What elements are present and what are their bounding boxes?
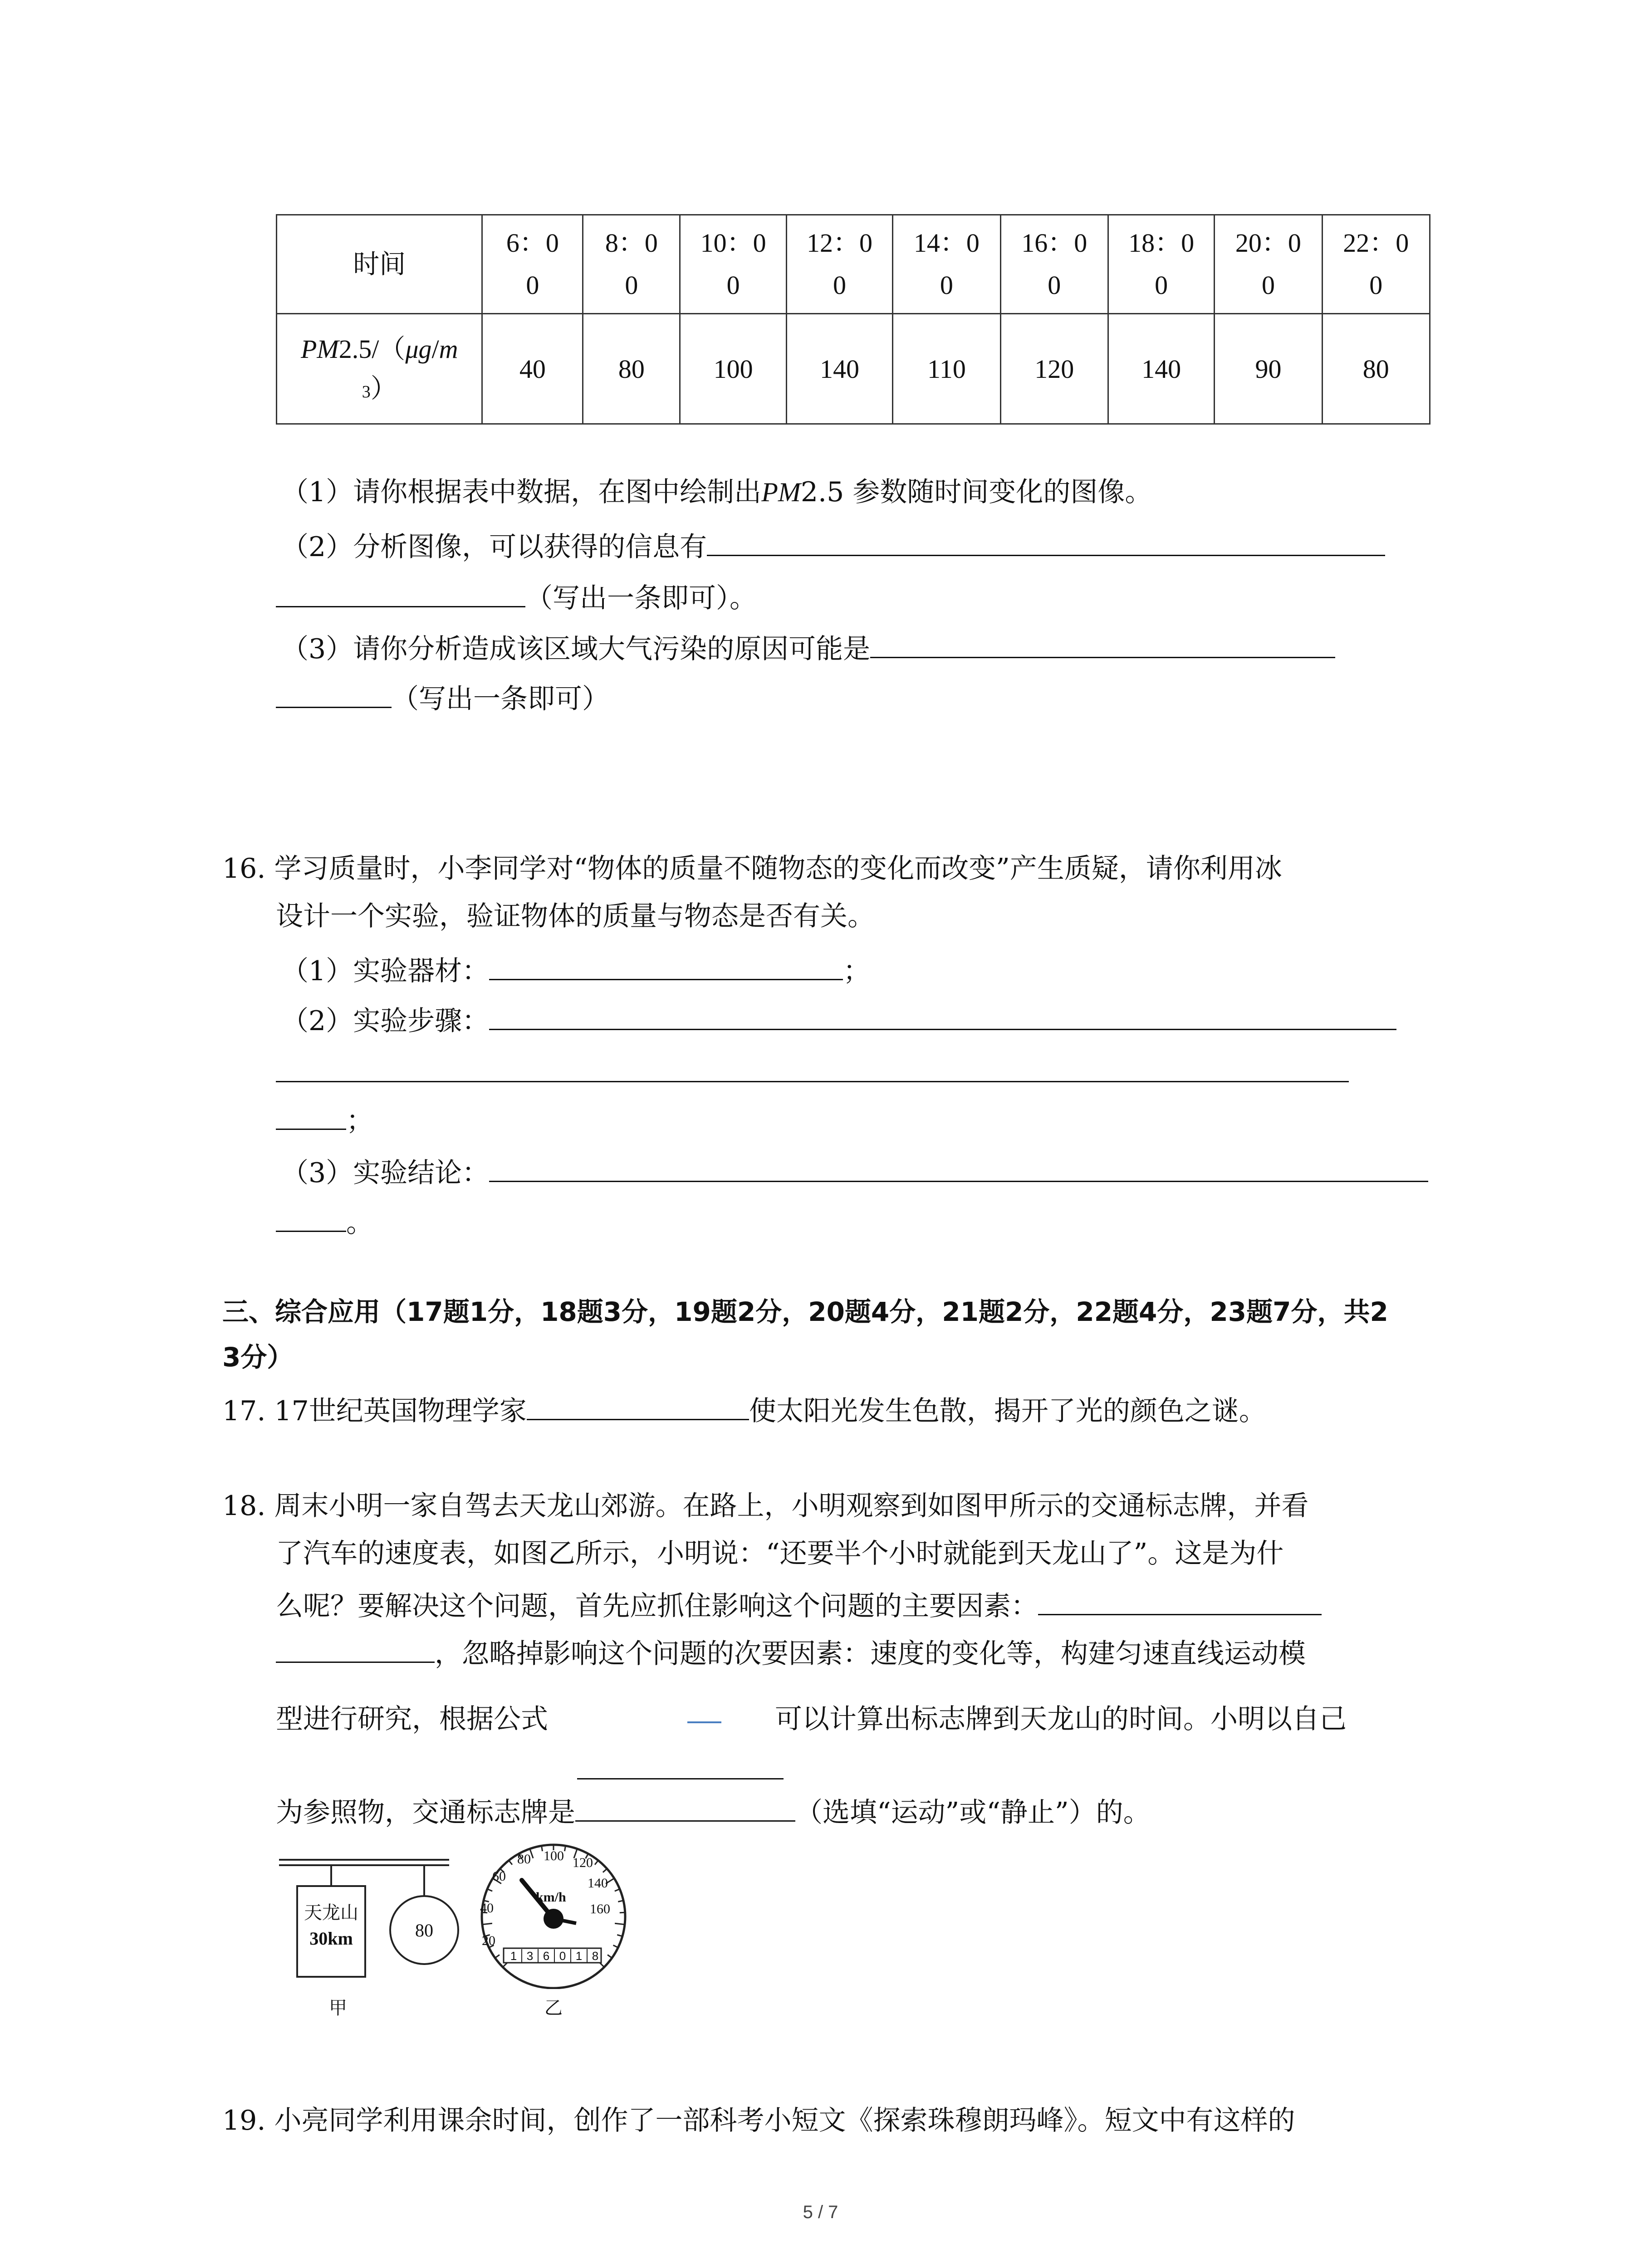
odometer-digit: 8 bbox=[592, 1949, 599, 1963]
odometer-digit: 3 bbox=[522, 1949, 539, 1963]
tick-label: 60 bbox=[492, 1869, 506, 1884]
value-cell: 80 bbox=[583, 314, 680, 424]
q18-line1: 18. 周末小明一家自驾去天龙山郊游。在路上，小明观察到如图甲所示的交通标志牌，并看 bbox=[222, 1490, 1309, 1522]
time-cell: 20：0 0 bbox=[1215, 215, 1322, 314]
gauge-tick bbox=[620, 1912, 625, 1913]
section-heading-line1: 三、综合应用（17题1分，18题3分，19题2分，20题4分，21题2分，22题4分，23题7分，共2 bbox=[222, 1296, 1388, 1327]
tick-label: 140 bbox=[588, 1876, 608, 1891]
answer-blank[interactable] bbox=[489, 1154, 1428, 1182]
section-heading-line2: 3分） bbox=[222, 1342, 294, 1373]
tick-label: 160 bbox=[590, 1901, 610, 1916]
answer-blank[interactable] bbox=[1038, 1588, 1322, 1615]
time-cell: 10：0 0 bbox=[680, 215, 786, 314]
odometer-digit: 0 bbox=[555, 1949, 571, 1963]
time-cell: 12：0 0 bbox=[786, 215, 892, 314]
odometer-digit: 6 bbox=[539, 1949, 555, 1963]
value-cell: 40 bbox=[482, 314, 583, 424]
table-row bbox=[277, 215, 1430, 314]
answer-blank[interactable] bbox=[489, 953, 843, 980]
q16-part3-cont: 。 bbox=[276, 1204, 373, 1237]
q15-part3-cont: （写出一条即可） bbox=[276, 680, 609, 713]
answer-blank[interactable] bbox=[577, 1778, 784, 1779]
time-cell: 18：0 0 bbox=[1108, 215, 1214, 314]
answer-blank[interactable] bbox=[276, 1102, 346, 1130]
q18-line5: 型进行研究，根据公式 可以计算出标志牌到天龙山的时间。小明以自己 bbox=[276, 1703, 1347, 1735]
time-cell: 16：0 0 bbox=[1000, 215, 1108, 314]
speed-limit-value: 80 bbox=[415, 1920, 433, 1941]
q17: 17. 17世纪英国物理学家 使太阳光发生色散，揭开了光的颜色之谜。 bbox=[222, 1393, 1266, 1425]
odometer-digit: 1 bbox=[571, 1949, 588, 1963]
time-cell: 8：0 0 bbox=[583, 215, 680, 314]
answer-blank[interactable] bbox=[527, 1393, 749, 1420]
q15-part1: （1）请你根据表中数据，在图中绘制出PM2.5 参数随时间变化的图像。 bbox=[281, 476, 1152, 508]
answer-blank[interactable] bbox=[276, 1055, 1349, 1082]
q15-part2: （2）分析图像，可以获得的信息有 bbox=[281, 528, 1385, 561]
time-cell: 22：0 0 bbox=[1322, 215, 1430, 314]
gauge-tick bbox=[542, 1846, 543, 1851]
figure-label-yi: 乙 bbox=[544, 1998, 563, 2019]
value-cell: 140 bbox=[1108, 314, 1214, 424]
odometer-digit: 1 bbox=[506, 1949, 522, 1963]
q15-part3: （3）请你分析造成该区域大气污染的原因可能是 bbox=[281, 631, 1335, 663]
q16-part1: （1）实验器材： ； bbox=[281, 953, 870, 985]
answer-blank[interactable] bbox=[575, 1794, 795, 1822]
q18-line6: 为参照物，交通标志牌是 （选填“运动”或“静止”）的。 bbox=[276, 1794, 1151, 1826]
tick-label: 40 bbox=[480, 1901, 494, 1916]
answer-blank[interactable] bbox=[707, 528, 1385, 556]
q18-line4: ，忽略掉影响这个问题的次要因素：速度的变化等，构建匀速直线运动模 bbox=[276, 1635, 1306, 1667]
figure-label-jia: 甲 bbox=[329, 1998, 347, 2019]
q18-line3: 么呢？要解决这个问题，首先应抓住影响这个问题的主要因素： bbox=[276, 1588, 1322, 1620]
value-cell: 90 bbox=[1215, 314, 1322, 424]
q18-line2: 了汽车的速度表，如图乙所示，小明说：“还要半个小时就能到天龙山了”。这是为什 bbox=[276, 1538, 1284, 1569]
fraction-bar bbox=[687, 1721, 721, 1723]
value-cell: 80 bbox=[1322, 314, 1430, 424]
odometer bbox=[506, 1949, 603, 1963]
time-header-cell: 时间 bbox=[277, 215, 482, 314]
answer-blank[interactable] bbox=[870, 631, 1335, 658]
pm-header-cell: PM2.5/（μg/m 3） bbox=[277, 314, 482, 424]
answer-blank[interactable] bbox=[276, 1635, 435, 1663]
tick-label: 80 bbox=[517, 1852, 531, 1867]
value-cell: 140 bbox=[786, 314, 892, 424]
pm25-table bbox=[276, 214, 1430, 425]
gauge-tick bbox=[564, 1846, 565, 1851]
speed-unit: km/h bbox=[536, 1890, 566, 1905]
value-cell: 120 bbox=[1000, 314, 1108, 424]
q16-part2-cont2: ； bbox=[276, 1102, 373, 1134]
sign-destination: 天龙山 bbox=[304, 1902, 358, 1923]
answer-blank[interactable] bbox=[276, 1204, 346, 1232]
value-cell: 110 bbox=[893, 314, 1000, 424]
q16-part2: （2）实验步骤： bbox=[281, 1002, 1396, 1035]
tick-label: 100 bbox=[544, 1848, 564, 1863]
answer-blank[interactable] bbox=[276, 680, 392, 708]
time-cell: 14：0 0 bbox=[893, 215, 1000, 314]
tick-label: 20 bbox=[482, 1933, 495, 1948]
value-cell: 100 bbox=[680, 314, 786, 424]
answer-blank[interactable] bbox=[489, 1002, 1396, 1030]
q16-stem-line2: 设计一个实验，验证物体的质量与物态是否有关。 bbox=[276, 900, 875, 932]
q19-line1: 19. 小亮同学利用课余时间，创作了一部科考小短文《探索珠穆朗玛峰》。短文中有这样的 bbox=[222, 2105, 1295, 2136]
q16-part2-cont1 bbox=[276, 1055, 1349, 1087]
table-row bbox=[277, 314, 1430, 424]
page-number: 5 / 7 bbox=[803, 2202, 838, 2222]
time-cell: 6：0 0 bbox=[482, 215, 583, 314]
tick-label: 120 bbox=[573, 1855, 593, 1870]
q16-part3: （3）实验结论： bbox=[281, 1154, 1428, 1187]
answer-blank[interactable] bbox=[276, 580, 525, 607]
q15-part2-cont: （写出一条即可）。 bbox=[276, 580, 757, 612]
sign-distance: 30km bbox=[309, 1928, 353, 1949]
q16-stem-line1: 16. 学习质量时，小李同学对“物体的质量不随物态的变化而改变”产生质疑，请你利用冰 bbox=[222, 853, 1282, 885]
